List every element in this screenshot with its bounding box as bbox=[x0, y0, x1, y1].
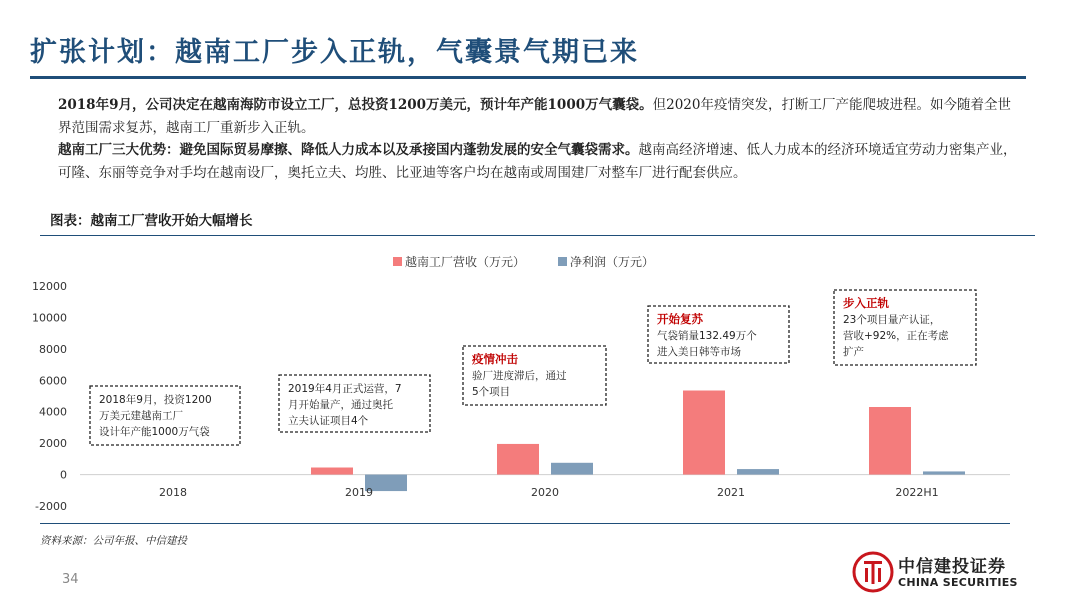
legend-swatch bbox=[393, 257, 402, 266]
y-tick-label: 4000 bbox=[39, 405, 67, 419]
page-title: 扩张计划：越南工厂步入正轨，气囊景气期已来 bbox=[30, 37, 639, 68]
annotation-text: 验厂进度滞后，通过 bbox=[472, 370, 567, 382]
annotation-text: 气袋销量132.49万个 bbox=[657, 330, 757, 342]
annotation-text: 5个项目 bbox=[472, 386, 511, 398]
annotation-heading: 疫情冲击 bbox=[472, 352, 518, 366]
revenue-bar bbox=[497, 444, 539, 475]
page-number: 34 bbox=[62, 572, 79, 587]
y-tick-label: 0 bbox=[60, 468, 67, 482]
x-tick-label: 2022H1 bbox=[895, 486, 939, 499]
body-text bbox=[58, 94, 1018, 184]
logo-text-cn: 中信建投证券 bbox=[898, 557, 1006, 577]
y-tick-label: 2000 bbox=[39, 437, 67, 451]
annotation-text: 万美元建越南工厂 bbox=[99, 410, 183, 422]
paragraph-2 bbox=[58, 139, 1018, 184]
annotation-text: 2019年4月正式运营，7 bbox=[288, 383, 402, 395]
paragraph-2-text: 越南高经济增速、低人力成本的经济环境适宜劳动力密集产业，可隆、东丽等竞争对手均在越南设厂，奥托立夫、均胜、比亚迪等客户均在越南或周围建厂对整车厂进行配套供应。 bbox=[58, 142, 1017, 181]
annotation-text: 23个项目量产认证， bbox=[843, 314, 941, 326]
annotation-text: 扩产 bbox=[843, 346, 864, 358]
company-logo bbox=[852, 550, 1032, 594]
annotation-text: 立夫认证项目4个 bbox=[288, 415, 369, 427]
logo-emblem-icon bbox=[852, 551, 894, 593]
figure-bottom-rule bbox=[40, 523, 1010, 524]
legend-swatch bbox=[558, 257, 567, 266]
y-tick-label: 6000 bbox=[39, 374, 67, 388]
source-note: 资料来源：公司年报、中信建投 bbox=[40, 535, 187, 547]
annotation-heading: 步入正轨 bbox=[843, 296, 889, 310]
annotation-text: 设计年产能1000万气袋 bbox=[99, 426, 210, 438]
annotation-text: 月开始量产，通过奥托 bbox=[288, 399, 393, 411]
y-tick-label: 10000 bbox=[32, 311, 67, 325]
x-tick-label: 2020 bbox=[531, 486, 559, 499]
revenue-profit-chart bbox=[0, 240, 1080, 525]
annotation-text: 进入美日韩等市场 bbox=[657, 346, 741, 358]
paragraph-1-lead: 2018年9月，公司决定在越南海防市设立工厂，总投资1200万美元，预计年产能1000万气囊袋。 bbox=[58, 97, 653, 113]
x-tick-label: 2021 bbox=[717, 486, 745, 499]
y-tick-label: 8000 bbox=[39, 342, 67, 356]
profit-bar bbox=[551, 463, 593, 475]
paragraph-1 bbox=[58, 94, 1018, 139]
y-tick-label: 12000 bbox=[32, 280, 67, 293]
x-tick-label: 2018 bbox=[159, 486, 187, 499]
logo-text-en: CHINA SECURITIES bbox=[898, 576, 1018, 589]
profit-bar bbox=[923, 471, 965, 474]
x-tick-label: 2019 bbox=[345, 486, 373, 499]
title-underline bbox=[30, 76, 1026, 79]
legend-label: 越南工厂营收（万元） bbox=[405, 255, 526, 269]
paragraph-1-text: 但2020年疫情突发，打断工厂产能爬坡进程。如今随着全世界范围需求复苏，越南工厂重新步入正轨。 bbox=[58, 97, 1011, 136]
revenue-bar bbox=[683, 391, 725, 475]
figure-caption: 图表：越南工厂营收开始大幅增长 bbox=[50, 213, 253, 229]
paragraph-2-lead: 越南工厂三大优势：避免国际贸易摩擦、降低人力成本以及承接国内蓬勃发展的安全气囊袋需求。 bbox=[58, 142, 639, 158]
figure-top-rule bbox=[40, 235, 1035, 236]
annotation-text: 营收+92%，正在考虑 bbox=[843, 330, 949, 342]
revenue-bar bbox=[869, 407, 911, 475]
profit-bar bbox=[737, 469, 779, 475]
revenue-bar bbox=[311, 468, 353, 475]
legend-label: 净利润（万元） bbox=[570, 255, 655, 269]
annotation-text: 2018年9月，投资1200 bbox=[99, 394, 212, 406]
y-tick-label: -2000 bbox=[35, 500, 67, 513]
annotation-heading: 开始复苏 bbox=[657, 312, 703, 326]
